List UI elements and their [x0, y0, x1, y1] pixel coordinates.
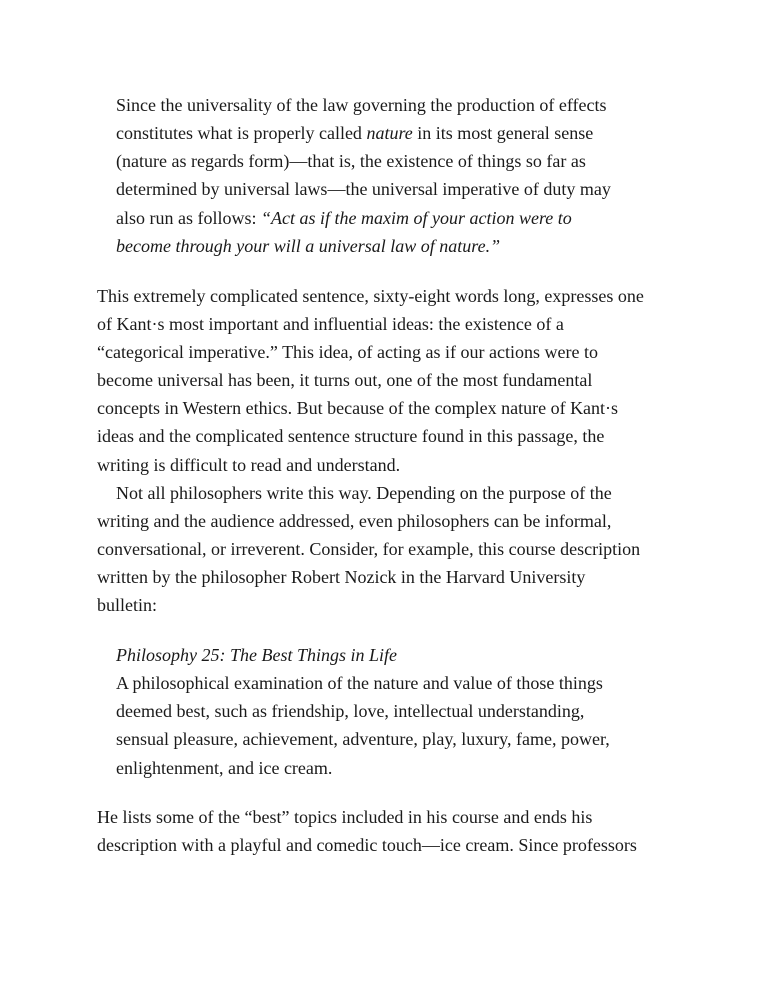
body-line: ideas and the complicated sentence structure found in this passage, the	[97, 426, 605, 446]
quote-line: also run as follows: “Act as if the maxim of your action were to	[116, 208, 572, 228]
course-title: Philosophy 25: The Best Things in Life	[116, 645, 397, 665]
body-line: concepts in Western ethics. But because of the complex nature of Kant·s	[97, 398, 619, 418]
body-line: He lists some of the “best” topics included in his course and ends his	[97, 807, 593, 827]
body-line: of Kant·s most important and influential ideas: the existence of a	[97, 314, 564, 334]
categorical-imperative-text: “Act as if the maxim of your action were to	[260, 208, 572, 228]
body-line: conversational, or irreverent. Consider, for example, this course description	[97, 539, 641, 559]
quote-line: sensual pleasure, achievement, adventure, play, luxury, fame, power,	[116, 729, 610, 749]
quote-line: (nature as regards form)—that is, the existence of things so far as	[116, 151, 586, 171]
quote-line	[116, 235, 500, 257]
body-line: “categorical imperative.” This idea, of acting as if our actions were to	[97, 342, 598, 362]
body-line: written by the philosopher Robert Nozick in the Harvard University	[97, 567, 586, 587]
body-line: writing is difficult to read and understand.	[97, 455, 401, 475]
quote-line: deemed best, such as friendship, love, intellectual understanding,	[116, 701, 585, 721]
body-line: become universal has been, it turns out, one of the most fundamental	[97, 370, 593, 390]
body-line: Not all philosophers write this way. Depending on the purpose of the	[116, 483, 612, 503]
body-line: bulletin:	[97, 595, 157, 615]
quote-line: Since the universality of the law governing the production of effects	[116, 95, 607, 115]
body-line: writing and the audience addressed, even philosophers can be informal,	[97, 511, 612, 531]
quote-line: A philosophical examination of the nature and value of those things	[116, 673, 603, 693]
quote-line: enlightenment, and ice cream.	[116, 758, 333, 778]
categorical-imperative-text: become through your will a universal law of nature.”	[116, 236, 501, 256]
body-line: This extremely complicated sentence, sixty-eight words long, expresses one	[97, 286, 644, 306]
body-line: description with a playful and comedic touch—ice cream. Since professors	[97, 835, 637, 855]
quote-line: determined by universal laws—the universal imperative of duty may	[116, 179, 611, 199]
quote-line: constitutes what is properly called nature in its most general sense	[116, 123, 594, 143]
emphasis-nature: nature	[366, 123, 413, 143]
